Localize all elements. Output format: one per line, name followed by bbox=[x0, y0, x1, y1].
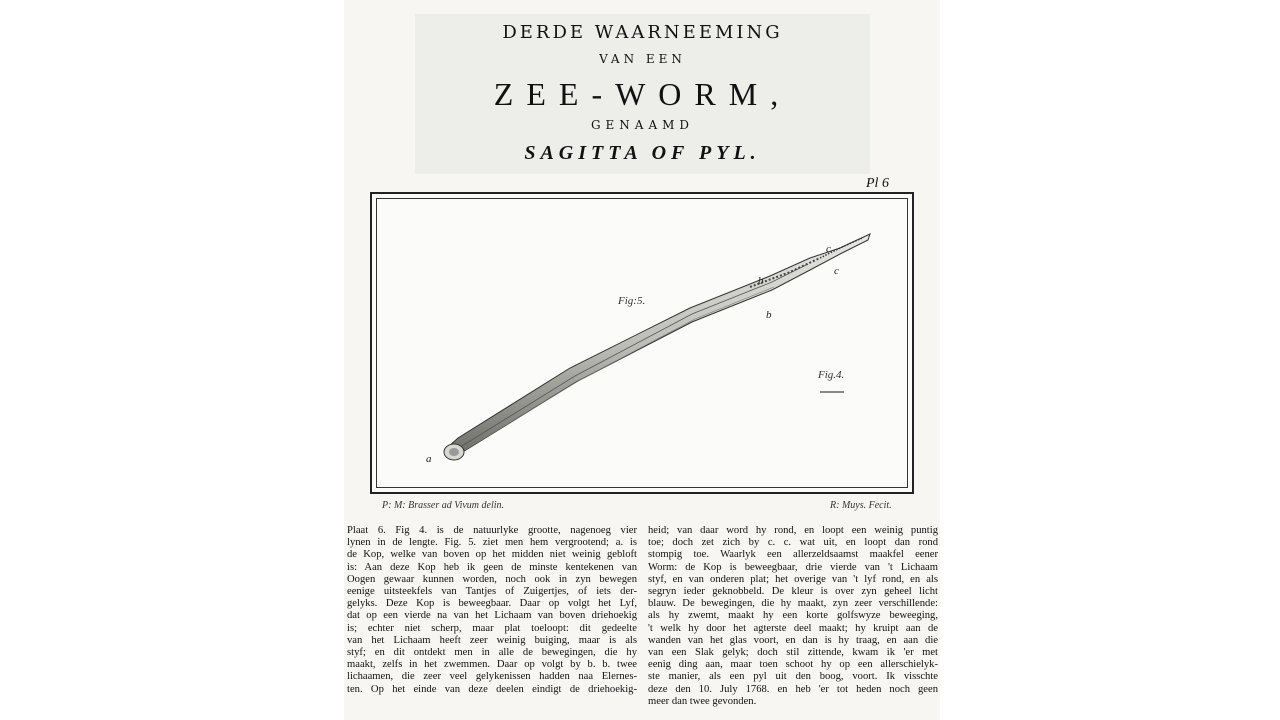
text-line: wanden van het glas voort, en dan is hy traag, en aan die bbox=[648, 634, 938, 646]
plate-number: Pl 6 bbox=[866, 176, 889, 191]
worm-illustration bbox=[370, 192, 914, 494]
text-column-left bbox=[347, 525, 637, 696]
credit-engraver: R: Muys. Fecit. bbox=[830, 500, 892, 511]
text-line: ten. Op het einde van deze deelen eindigt de driehoekig- bbox=[347, 683, 637, 695]
text-line: eenig ding aan, maar toen schoot hy op een allerschielyk- bbox=[648, 659, 938, 671]
text-line: stompig toe. Waarlyk een allerzeldsaamst maakfel eener bbox=[648, 549, 938, 561]
text-line: ste manier, als een pyl uit den boog, voort. Ik visschte bbox=[648, 671, 938, 683]
title-line-3: ZEE-WORM, bbox=[493, 76, 792, 112]
label-b-1: b bbox=[758, 275, 764, 287]
title-line-2: VAN EEN bbox=[599, 52, 686, 66]
title-line-4: GENAAMD bbox=[590, 118, 695, 132]
label-c-1: c bbox=[826, 243, 831, 255]
credit-draftsman: P: M: Brasser ad Vivum delin. bbox=[382, 500, 505, 511]
text-line: als hy zwemt, maakt hy een korte golfswyze beweeging, bbox=[648, 610, 938, 622]
label-a: a bbox=[426, 453, 432, 465]
text-line: styf, en van onderen plat; het overige van 't lyf rond, en als bbox=[648, 573, 938, 585]
text-line: toe; doch zet zich by c. c. wat uit, en loopt dan rond bbox=[648, 537, 938, 549]
text-line: van het Lichaam heeft zeer weinig buiging, maar is als bbox=[347, 634, 637, 646]
text-line: maakt, zelfs in het zwemmen. Daar op volgt by b. b. twee bbox=[347, 659, 637, 671]
text-line: lynen in de lengte. Fig. 5. ziet men hem vergrootend; a. is bbox=[347, 537, 637, 549]
worm-body bbox=[444, 234, 870, 460]
text-line: de Kop, welke van boven op het midden niet weinig gebloft bbox=[347, 549, 637, 561]
text-line: blauw. De bewegingen, die hy maakt, zyn zeer verschillende: bbox=[648, 598, 938, 610]
text-line: is; echter niet scherp, maar plat toeloopt: dit gedeelte bbox=[347, 622, 637, 634]
text-line: lichaamen, die zeer veel gelykenissen hadden naa Elernes- bbox=[347, 671, 637, 683]
text-line: gelyks. Deze Kop is beweegbaar. Daar op volgt het Lyf, bbox=[347, 598, 637, 610]
text-line: Worm: de Kop is beweegbaar, drie vierde van 't Lichaam bbox=[648, 561, 938, 573]
fig5-label: Fig:5. bbox=[618, 295, 646, 307]
text-line: is: Aan deze Kop heb ik geen de minste kentekenen van bbox=[347, 561, 637, 573]
text-line: Oogen gewaar kunnen worden, noch ook in zyn bewegen bbox=[347, 573, 637, 585]
text-line: segryn ieder geknobbeld. De kleur is over zyn geheel licht bbox=[648, 586, 938, 598]
label-b-2: b bbox=[766, 309, 772, 321]
text-line: styf; en dit ontdekt men in alle de bewegingen, die hy bbox=[347, 647, 637, 659]
text-line: heid; van daar word hy rond, en loopt een weinig puntig bbox=[648, 525, 938, 536]
text-line: eenige uitsteekfels van Tantjes of Zuigertjes, of iets der- bbox=[347, 586, 637, 598]
text-line: deze den 10. July 1768. en heb 'er tot heden noch geen bbox=[648, 683, 938, 695]
title-line-1: DERDE WAARNEEMING bbox=[502, 22, 783, 43]
text-column-right bbox=[648, 525, 938, 708]
text-line: 't welk hy door het agterste deel maakt; hy kruipt aan de bbox=[648, 622, 938, 634]
title-line-5: SAGITTA OF PYL. bbox=[524, 142, 761, 164]
text-line: Plaat 6. Fig 4. is de natuurlyke grootte, nagenoeg vier bbox=[347, 525, 637, 536]
label-c-2: c bbox=[834, 265, 839, 277]
text-line: meer dan twee gevonden. bbox=[648, 695, 757, 707]
text-line: dat op een vierde na van het Lichaam van boven driehoekig bbox=[347, 610, 637, 622]
fig4-label: Fig.4. bbox=[818, 369, 845, 381]
text-line: van een Slak gelyk; doch stil zittende, kwam ik 'er met bbox=[648, 647, 938, 659]
